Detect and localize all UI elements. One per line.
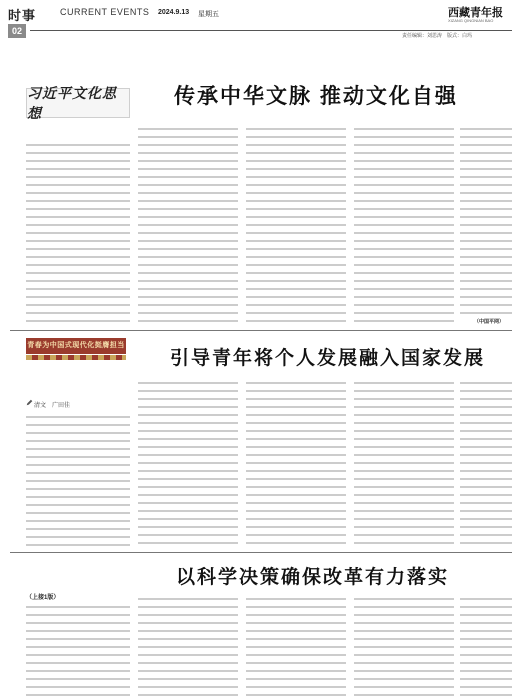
article3-col-4	[354, 594, 454, 698]
pen-icon	[26, 399, 33, 406]
headline-2: 引导青年将个人发展融入国家发展	[170, 348, 486, 369]
article3-col-5	[460, 594, 512, 698]
article1-col-3	[246, 124, 346, 324]
page-header	[0, 0, 520, 62]
article2-col-1	[26, 412, 130, 548]
special-banner-text: 青春为中国式现代化挺膺担当	[27, 342, 125, 349]
article-separator-2	[10, 552, 512, 553]
special-banner	[26, 338, 126, 354]
article3-col-1	[26, 602, 130, 698]
calligraphy-text: 习近平文化思想	[27, 86, 117, 122]
masthead: 西藏青年报	[448, 6, 503, 19]
page-number: 02	[8, 24, 26, 38]
article3-col-2	[138, 594, 238, 698]
article2-col-5	[460, 378, 512, 548]
article1-col-4	[354, 124, 454, 324]
article1-col-2	[138, 124, 238, 324]
issue-weekday: 星期五	[198, 11, 219, 18]
article3-lead: （上接1版）	[26, 595, 60, 601]
article1-col-5	[460, 124, 512, 324]
banner-stripe	[26, 355, 126, 360]
issue-date: 2024.9.13	[158, 9, 190, 16]
article2-byline: 清文 广田佳	[34, 403, 71, 409]
headline-1: 传承中华文脉 推动文化自强	[174, 85, 458, 108]
article2-col-2	[138, 378, 238, 548]
article2-col-4	[354, 378, 454, 548]
section-title: 时事	[8, 8, 37, 23]
calligraphy-badge	[26, 86, 130, 122]
editor-credits: 责任编辑：刘思涛 版式：白玛	[402, 33, 473, 39]
article-separator-1	[10, 330, 512, 331]
masthead-sub: XIZANG QINGNIAN BAO	[448, 18, 494, 23]
article1-col-1	[26, 140, 130, 325]
article2-col-3	[246, 378, 346, 548]
header-rule	[30, 30, 512, 31]
section-title-en: CURRENT EVENTS	[60, 7, 150, 17]
headline-3: 以科学决策确保改革有力落实	[176, 567, 450, 588]
article1-author: （中国平网）	[474, 319, 505, 325]
article3-col-3	[246, 594, 346, 698]
